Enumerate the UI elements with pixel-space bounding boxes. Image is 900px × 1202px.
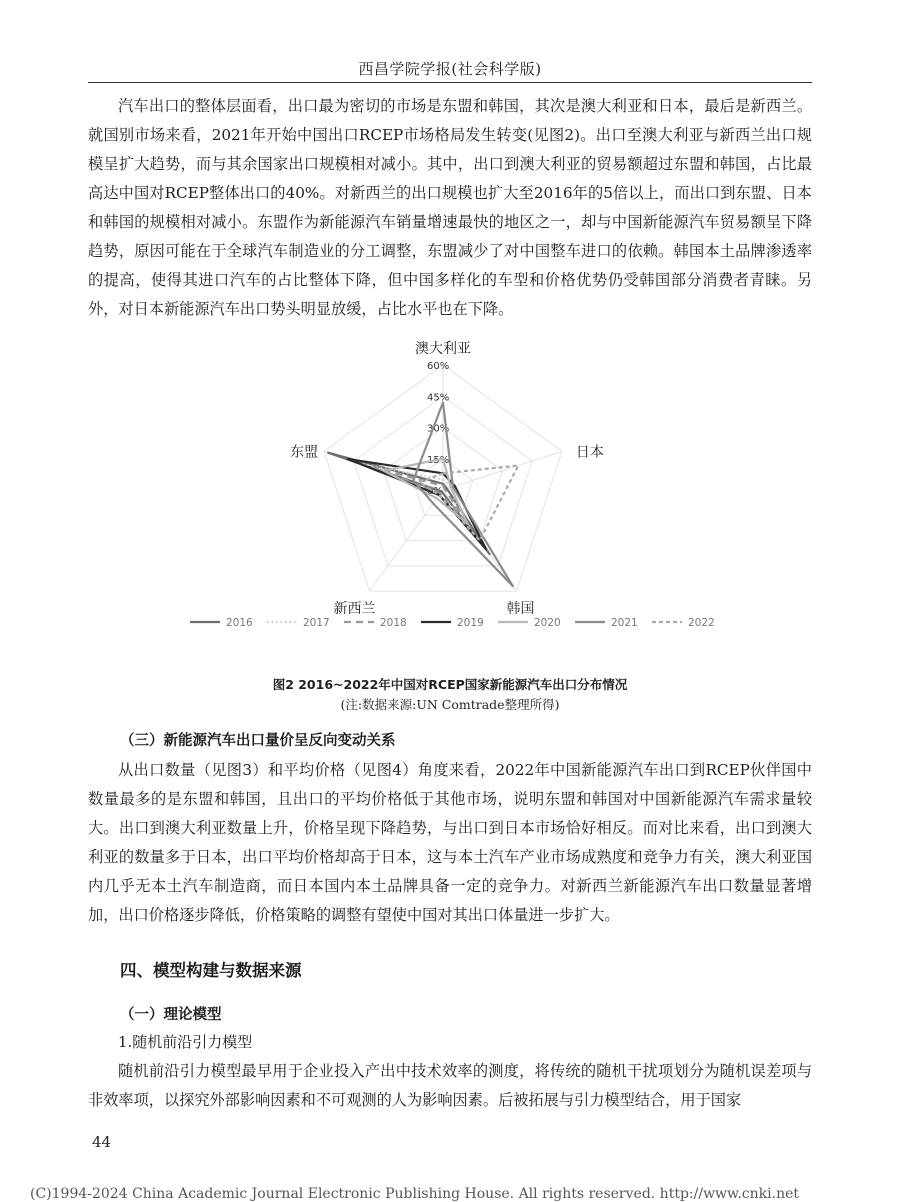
copyright-footer: (C)1994-2024 China Academic Journal Electronic Publishing House. All rights reserved. http://www.cnki.net xyxy=(30,1186,800,1202)
paragraph-3: 随机前沿引力模型最早用于企业投入产出中技术效率的测度，将传统的随机干扰项划分为随机误差项与非效率项，以探究外部影响因素和不可观测的人为影响因素。后被拓展与引力模型结合，用于国家 xyxy=(88,1062,812,1109)
legend-label-2016: 2016 xyxy=(226,617,253,629)
radar-tick-label: 30% xyxy=(427,423,450,435)
paragraph-2: 从出口数量（见图3）和平均价格（见图4）角度来看，2022年中国新能源汽车出口到RCEP伙伴国中数量最多的是东盟和韩国，且出口的平均价格低于其他市场，说明东盟和韩国对中国新能源汽车需求量较大。出口到澳大利亚数量上升，价格呈现下降趋势，与出口到日本市场恰好相反。而对比来看，出口到澳大利亚的数量多于日本，出口平均价格却高于日本，这与本土汽车产业市场成熟度和竞争力有关，澳大利亚国内几乎无本土汽车制造商，而日本国内本土品牌具备一定的竞争力。对新西兰新能源汽车出口数量显著增加，出口价格逐步降低，价格策略的调整有望使中国对其出口体量进一步扩大。 xyxy=(88,761,812,924)
legend-label-2017: 2017 xyxy=(303,617,330,629)
legend-label-2018: 2018 xyxy=(380,617,407,629)
legend-label-2022: 2022 xyxy=(688,617,715,629)
legend-label-2019: 2019 xyxy=(457,617,484,629)
legend-label-2020: 2020 xyxy=(534,617,561,629)
legend-label-2021: 2021 xyxy=(611,617,638,629)
radar-tick-label: 0% xyxy=(427,486,443,497)
page-number: 44 xyxy=(92,1133,112,1151)
subsection-heading-3: （三）新能源汽车出口量价呈反向变动关系 xyxy=(120,733,396,749)
radar-chart-figure xyxy=(170,341,730,635)
header-rule xyxy=(88,82,812,83)
radar-axis-label: 日本 xyxy=(575,444,604,461)
radar-spoke xyxy=(443,451,562,490)
radar-axis-label: 东盟 xyxy=(290,444,319,461)
model-heading: 1.随机前沿引力模型 xyxy=(118,1033,253,1051)
radar-tick-label: 60% xyxy=(427,361,450,372)
radar-chart xyxy=(170,341,730,635)
figure-caption: 图2 2016~2022年中国对RCEP国家新能源汽车出口分布情况 xyxy=(272,677,628,692)
radar-axis-label: 韩国 xyxy=(506,601,535,618)
radar-tick-label: 45% xyxy=(427,392,450,404)
subsection-heading-1: （一）理论模型 xyxy=(120,1007,222,1023)
section-heading-4: 四、模型构建与数据来源 xyxy=(120,961,302,980)
radar-axis-label: 新西兰 xyxy=(333,601,376,618)
figure-note: (注:数据来源:UN Comtrade整理所得) xyxy=(340,697,560,712)
radar-tick-label: 15% xyxy=(427,454,450,466)
paragraph-1: 汽车出口的整体层面看，出口最为密切的市场是东盟和韩国，其次是澳大利亚和日本，最后是新西兰。就国别市场来看，2021年开始中国出口RCEP市场格局发生转变(见图2)。出口至澳大利亚与新西兰出口规模呈扩大趋势，而与其余国家出口规模相对减小。其中，出口到澳大利亚的贸易额超过东盟和韩国，占比最高达中国对RCEP整体出口的40%。对新西兰的出口规模也扩大至2016年的5倍以上，而出口到东盟、日本和韩国的规模相对减小。东盟作为新能源汽车销量增速最快的地区之一，却与中国新能源汽车贸易额呈下降趋势，原因可能在于全球汽车制造业的分工调整，东盟减少了对中国整车进口的依赖。韩国本土品牌渗透率的提高，使得其进口汽车的占比整体下降，但中国多样化的车型和价格优势仍受韩国部分消费者青睐。另外，对日本新能源汽车出口势头明显放缓，占比水平也在下降。 xyxy=(88,97,812,318)
radar-axis-label: 澳大利亚 xyxy=(415,341,471,357)
journal-header: 西昌学院学报(社会科学版) xyxy=(358,60,542,78)
